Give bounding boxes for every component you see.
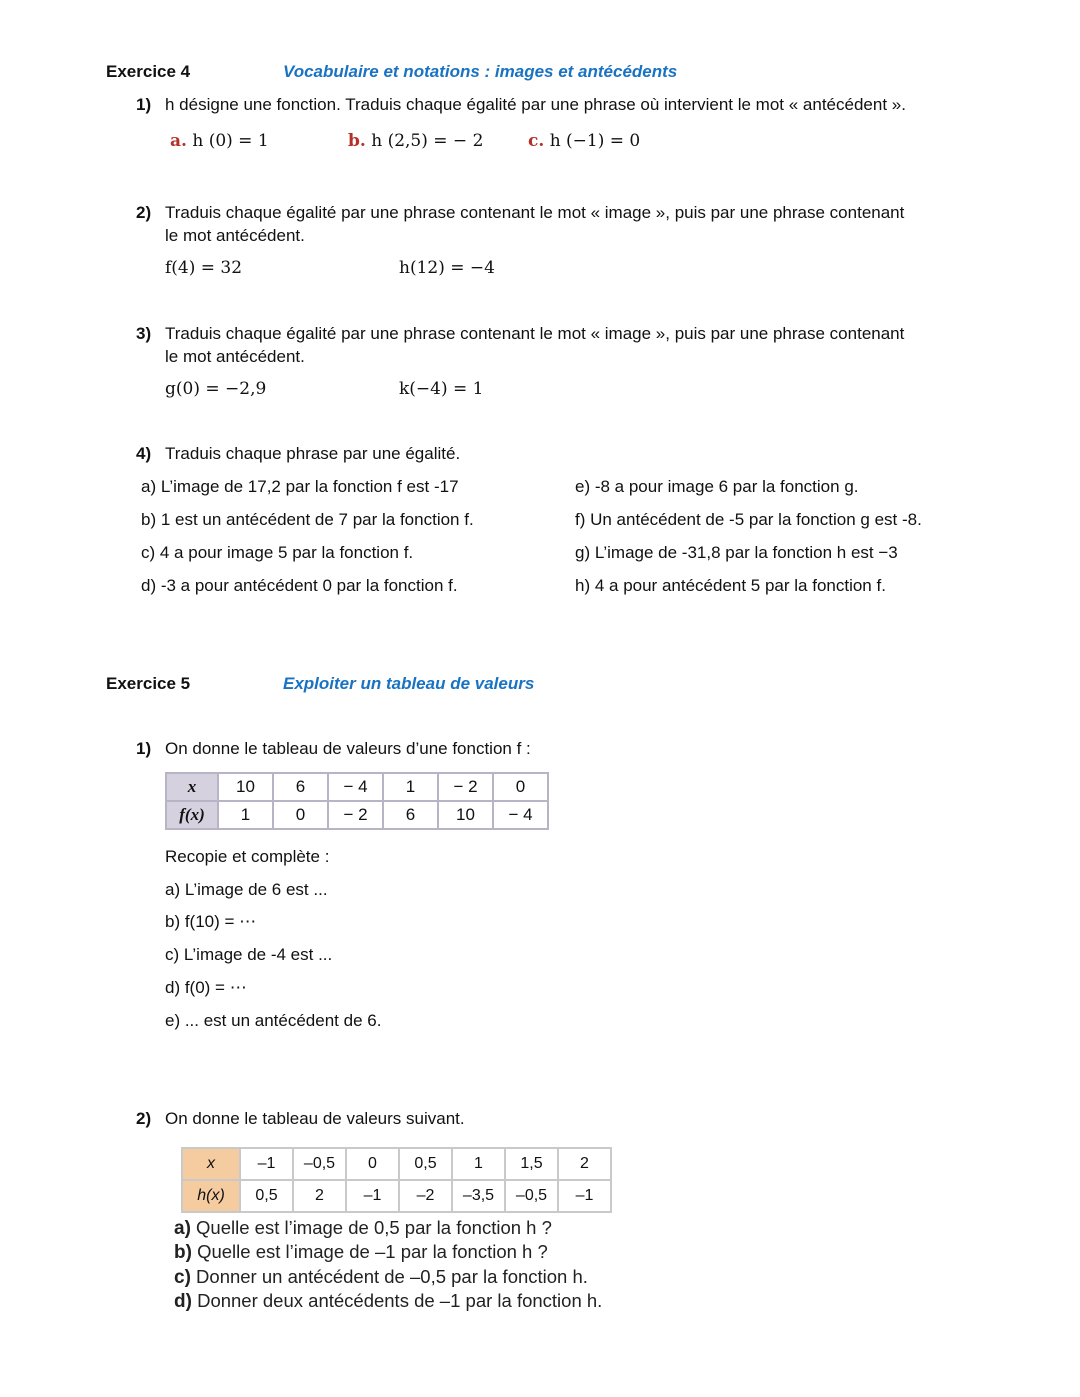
cell: 6 bbox=[273, 773, 328, 801]
list-item: c) 4 a pour image 5 par la fonction f. bbox=[141, 543, 414, 562]
equation: h (2,5) = − 2 bbox=[371, 131, 484, 151]
cell: 0,5 bbox=[240, 1180, 293, 1212]
cell: − 2 bbox=[438, 773, 493, 801]
equation: h (−1) = 0 bbox=[549, 131, 641, 151]
cell: –1 bbox=[240, 1148, 293, 1180]
exercise-5-subtitle: Exploiter un tableau de valeurs bbox=[283, 674, 535, 693]
list-item: g) L’image de -31,8 par la fonction h est −3 bbox=[575, 543, 898, 562]
equation: k(−4) = 1 bbox=[399, 379, 484, 399]
list-item: d) -3 a pour antécédent 0 par la fonction f. bbox=[141, 576, 458, 595]
question-text: On donne le tableau de valeurs suivant. bbox=[165, 1109, 465, 1128]
list-item: f) Un antécédent de -5 par la fonction g est -8. bbox=[575, 510, 922, 529]
list-item: b) f(10) = ⋯ bbox=[165, 912, 257, 931]
list-item: c) L’image de -4 est ... bbox=[165, 945, 333, 964]
cell: − 4 bbox=[493, 801, 548, 829]
cell: 1 bbox=[218, 801, 273, 829]
list-item: b) 1 est un antécédent de 7 par la fonction f. bbox=[141, 510, 474, 529]
table-row-hx bbox=[182, 1180, 611, 1212]
cell: 1 bbox=[383, 773, 438, 801]
q-number: 2) bbox=[136, 203, 152, 222]
table-row-x bbox=[182, 1148, 611, 1180]
equation: g(0) = −2,9 bbox=[165, 379, 267, 399]
header-cell: h(x) bbox=[182, 1180, 240, 1212]
equation: h (0) = 1 bbox=[192, 131, 269, 151]
cell: 10 bbox=[438, 801, 493, 829]
question-text: Traduis chaque phrase par une égalité. bbox=[165, 444, 461, 463]
item-text: Quelle est l’image de 0,5 par la fonction h ? bbox=[196, 1217, 552, 1238]
exercise-4-subtitle: Vocabulaire et notations : images et antécédents bbox=[283, 62, 678, 81]
cell: –2 bbox=[399, 1180, 452, 1212]
list-item: d) f(0) = ⋯ bbox=[165, 978, 247, 997]
item-text: Donner deux antécédents de –1 par la fonction h. bbox=[197, 1290, 603, 1311]
cell: –0,5 bbox=[505, 1180, 558, 1212]
list-item bbox=[174, 1290, 602, 1313]
cell: − 2 bbox=[328, 801, 383, 829]
cell: − 4 bbox=[328, 773, 383, 801]
equation-item bbox=[348, 131, 483, 151]
cell: 1 bbox=[452, 1148, 505, 1180]
q-number: 3) bbox=[136, 324, 152, 343]
list-item bbox=[174, 1266, 588, 1289]
cell: 10 bbox=[218, 773, 273, 801]
instruction: Recopie et complète : bbox=[165, 847, 330, 866]
cell: 2 bbox=[293, 1180, 346, 1212]
exercise-5-title: Exercice 5 bbox=[106, 674, 191, 693]
cell: –1 bbox=[346, 1180, 399, 1212]
cell: –3,5 bbox=[452, 1180, 505, 1212]
question-text: Traduis chaque égalité par une phrase contenant le mot « image », puis par une phrase contenant bbox=[165, 324, 905, 343]
item-text: Quelle est l’image de –1 par la fonction h ? bbox=[197, 1241, 548, 1262]
table-row-x bbox=[166, 773, 548, 801]
q-number: 1) bbox=[136, 95, 152, 114]
q-number: 1) bbox=[136, 739, 152, 758]
cell: 6 bbox=[383, 801, 438, 829]
cell: 0 bbox=[346, 1148, 399, 1180]
cell: 0 bbox=[493, 773, 548, 801]
item-label: c) bbox=[174, 1267, 191, 1288]
exercise-4-title: Exercice 4 bbox=[106, 62, 191, 81]
item-text: Donner un antécédent de –0,5 par la fonction h. bbox=[196, 1266, 588, 1287]
list-item bbox=[174, 1217, 552, 1240]
values-table-h bbox=[181, 1147, 612, 1213]
cell: 2 bbox=[558, 1148, 611, 1180]
cell: 1,5 bbox=[505, 1148, 558, 1180]
list-item: e) ... est un antécédent de 6. bbox=[165, 1011, 382, 1030]
table-row-fx bbox=[166, 801, 548, 829]
question-text: le mot antécédent. bbox=[165, 226, 305, 245]
list-item: h) 4 a pour antécédent 5 par la fonction f. bbox=[575, 576, 886, 595]
cell: –0,5 bbox=[293, 1148, 346, 1180]
equation-item bbox=[170, 131, 269, 151]
header-cell: f(x) bbox=[166, 801, 218, 829]
item-label: d) bbox=[174, 1291, 192, 1312]
item-label: b. bbox=[348, 131, 366, 151]
header-cell: x bbox=[166, 773, 218, 801]
list-item: a) L’image de 17,2 par la fonction f est -17 bbox=[141, 477, 459, 496]
values-table-f bbox=[165, 772, 549, 830]
question-text: Traduis chaque égalité par une phrase contenant le mot « image », puis par une phrase contenant bbox=[165, 203, 905, 222]
list-item bbox=[174, 1241, 548, 1264]
equation: h(12) = −4 bbox=[399, 258, 495, 278]
item-label: c. bbox=[528, 131, 545, 151]
equation-item bbox=[528, 131, 640, 151]
question-text: On donne le tableau de valeurs d’une fonction f : bbox=[165, 739, 531, 758]
item-label: a) bbox=[174, 1218, 191, 1239]
item-label: b) bbox=[174, 1242, 192, 1263]
question-text: le mot antécédent. bbox=[165, 347, 305, 366]
cell: 0,5 bbox=[399, 1148, 452, 1180]
cell: –1 bbox=[558, 1180, 611, 1212]
list-item: e) -8 a pour image 6 par la fonction g. bbox=[575, 477, 859, 496]
list-item: a) L’image de 6 est ... bbox=[165, 880, 328, 899]
header-cell: x bbox=[182, 1148, 240, 1180]
q-number: 2) bbox=[136, 1109, 152, 1128]
question-text: h désigne une fonction. Traduis chaque égalité par une phrase où intervient le mot « antécédent ». bbox=[165, 95, 906, 114]
equation: f(4) = 32 bbox=[165, 258, 243, 278]
item-label: a. bbox=[170, 131, 187, 151]
cell: 0 bbox=[273, 801, 328, 829]
q-number: 4) bbox=[136, 444, 152, 463]
